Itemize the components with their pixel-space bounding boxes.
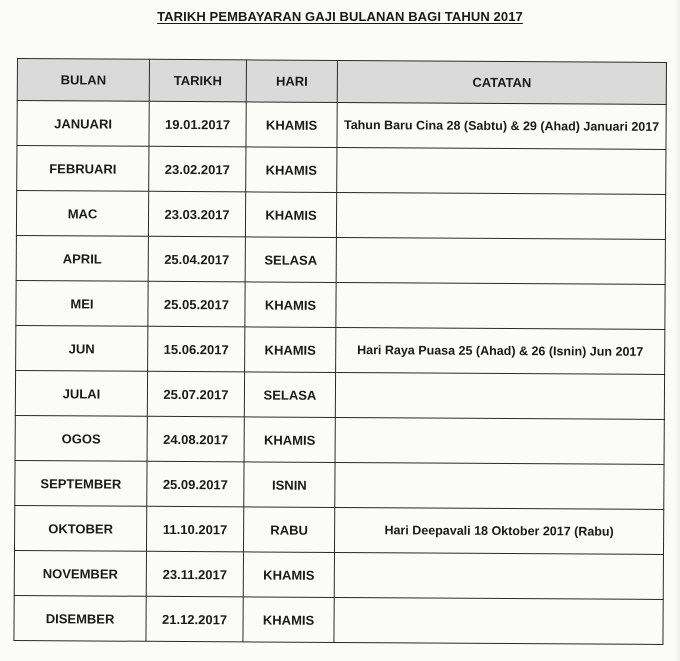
day-cell: KHAMIS: [244, 417, 335, 463]
month-cell: MAC: [16, 191, 148, 237]
day-cell: SELASA: [244, 372, 335, 418]
table-row: [17, 101, 666, 150]
table-row: [16, 235, 665, 284]
page-edge-shadow: [674, 0, 680, 661]
month-cell: FEBRUARI: [17, 146, 149, 192]
day-cell: KHAMIS: [246, 102, 337, 148]
header-tarikh: TARIKH: [149, 59, 246, 102]
note-cell: [335, 462, 664, 509]
table-row: [14, 595, 663, 644]
month-cell: APRIL: [16, 235, 148, 281]
month-cell: JANUARI: [17, 101, 149, 147]
payment-date-cell: 23.02.2017: [149, 146, 246, 192]
payment-date-cell: 25.07.2017: [147, 371, 244, 417]
table-row: [16, 280, 665, 329]
document-title-text: TARIKH PEMBAYARAN GAJI BULANAN BAGI TAHUN 2017: [157, 9, 523, 24]
note-cell: Tahun Baru Cina 28 (Sabtu) & 29 (Ahad) Januari 2017: [337, 102, 666, 149]
table-row: [14, 505, 663, 554]
note-cell: [334, 597, 663, 644]
month-cell: MEI: [16, 280, 148, 326]
table-header-row: [17, 59, 666, 105]
note-cell: [335, 417, 664, 464]
note-cell: [336, 237, 665, 284]
table-row: [15, 370, 664, 419]
header-bulan: BULAN: [17, 59, 149, 102]
payment-date-cell: 11.10.2017: [146, 506, 243, 552]
month-cell: JULAI: [15, 370, 147, 416]
day-cell: KHAMIS: [245, 282, 336, 328]
month-cell: OGOS: [15, 415, 147, 461]
note-cell: [336, 192, 665, 239]
payment-date-cell: 23.03.2017: [148, 191, 245, 237]
note-cell: Hari Raya Puasa 25 (Ahad) & 26 (Isnin) Jun 2017: [336, 327, 665, 374]
table-row: [17, 146, 666, 195]
day-cell: KHAMIS: [245, 192, 336, 238]
day-cell: RABU: [243, 507, 334, 553]
header-hari: HARI: [246, 60, 337, 103]
note-cell: [336, 282, 665, 329]
day-cell: KHAMIS: [246, 147, 337, 193]
salary-schedule-table: [13, 58, 667, 645]
month-cell: OKTOBER: [14, 505, 146, 551]
note-cell: Hari Deepavali 18 Oktober 2017 (Rabu): [334, 507, 663, 554]
table-row: [14, 550, 663, 599]
month-cell: DISEMBER: [14, 595, 146, 641]
payment-date-cell: 15.06.2017: [148, 326, 245, 372]
note-cell: [335, 372, 664, 419]
table-row: [15, 415, 664, 464]
table-body: [14, 101, 666, 645]
payment-date-cell: 19.01.2017: [149, 101, 246, 147]
month-cell: JUN: [16, 325, 148, 371]
note-cell: [337, 147, 666, 194]
payment-date-cell: 25.05.2017: [148, 281, 245, 327]
day-cell: KHAMIS: [243, 597, 334, 643]
month-cell: NOVEMBER: [14, 550, 146, 596]
payment-date-cell: 21.12.2017: [146, 596, 243, 642]
month-cell: SEPTEMBER: [15, 460, 147, 506]
header-catatan: CATATAN: [337, 60, 666, 104]
document-title: [0, 9, 680, 24]
day-cell: SELASA: [245, 237, 336, 283]
note-cell: [334, 552, 663, 599]
table-row: [16, 191, 665, 240]
day-cell: KHAMIS: [243, 552, 334, 598]
payment-date-cell: 23.11.2017: [146, 551, 243, 597]
table-row: [16, 325, 665, 374]
payment-date-cell: 25.04.2017: [148, 236, 245, 282]
day-cell: KHAMIS: [245, 327, 336, 373]
table-row: [15, 460, 664, 509]
payment-date-cell: 25.09.2017: [147, 461, 244, 507]
day-cell: ISNIN: [244, 462, 335, 508]
payment-date-cell: 24.08.2017: [147, 416, 244, 462]
